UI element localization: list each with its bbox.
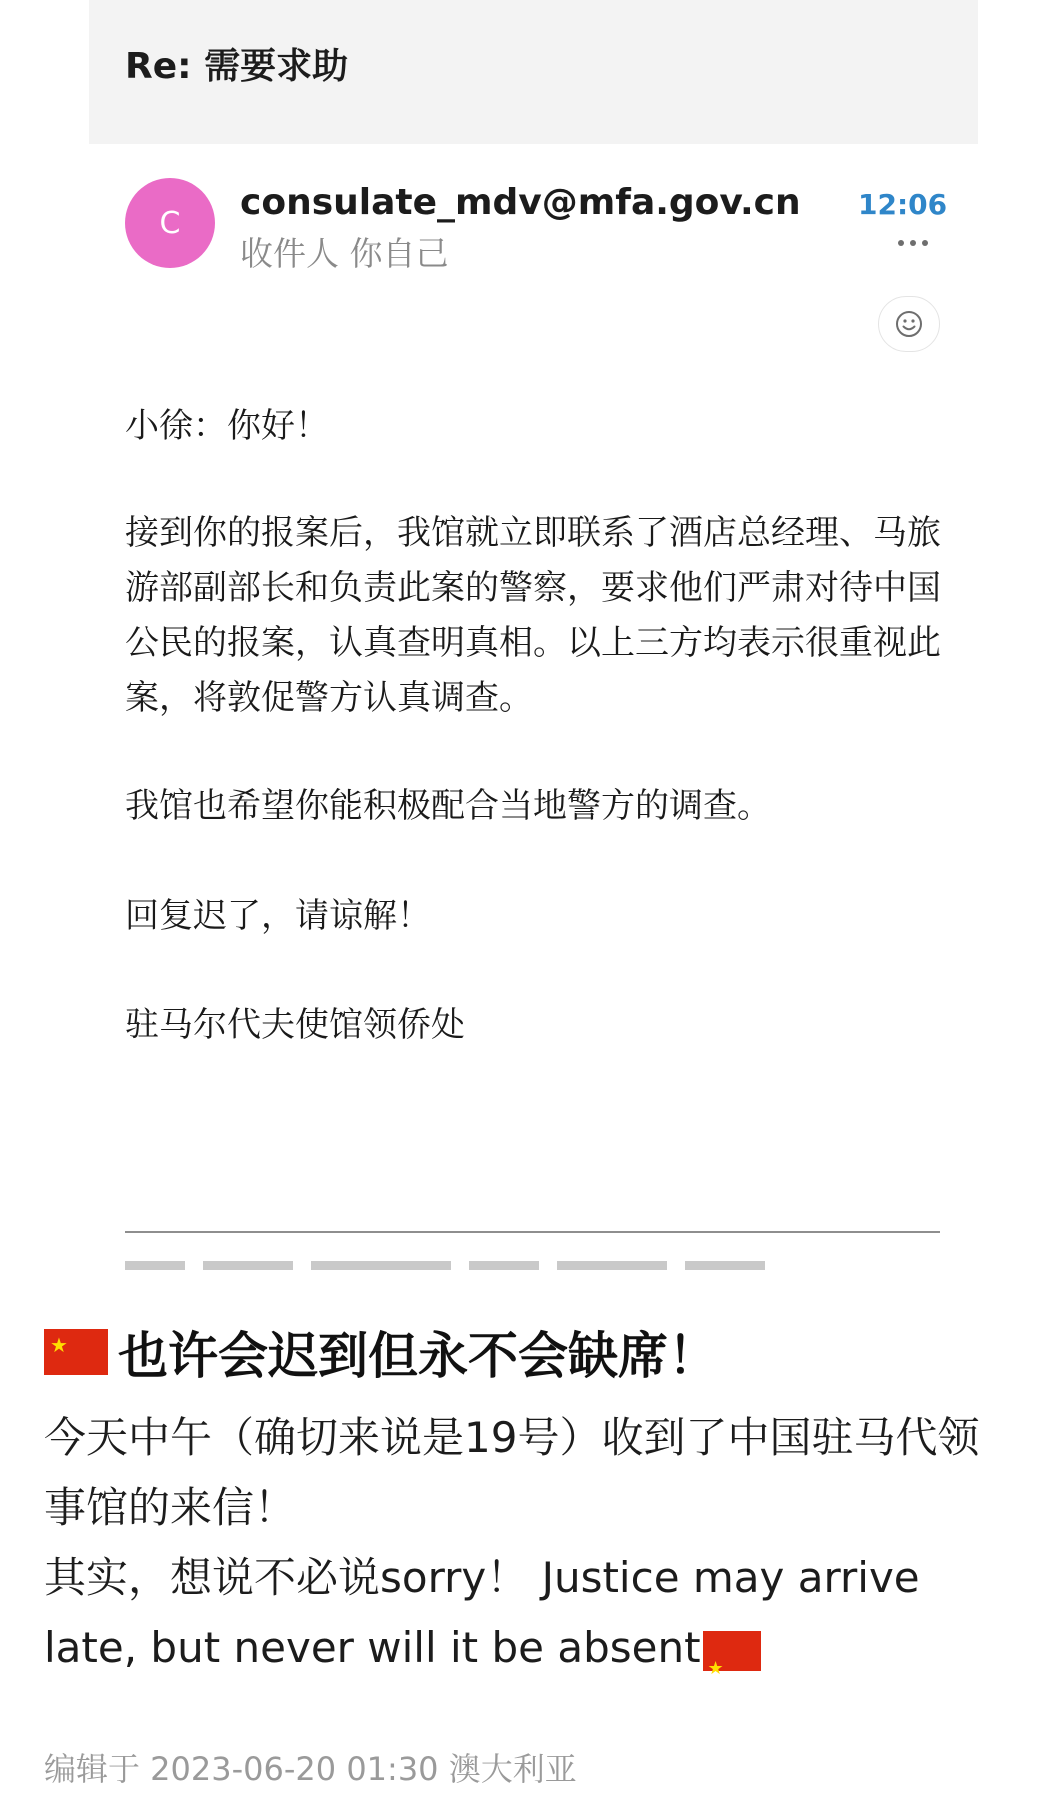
mail-subject-bar <box>89 0 978 144</box>
more-horizontal-icon[interactable] <box>898 240 928 246</box>
mail-time: 12:06 <box>858 188 948 221</box>
more-dot <box>922 240 928 246</box>
edit-timestamp: 编辑于 2023-06-20 01:30 澳大利亚 <box>44 1750 577 1788</box>
mail-subject: Re: 需要求助 <box>125 46 349 87</box>
mail-greeting: 小徐：你好！ <box>125 406 329 446</box>
mail-paragraph-main: 接到你的报案后，我馆就立即联系了酒店总经理、马旅游部副部长和负责此案的警察，要求他们严肃对待中国公民的报案，认真查明真相。以上三方均表示很重视此案，将敦促警方认真调查。 <box>125 513 941 718</box>
cropped-quoted-text <box>125 1258 945 1270</box>
avatar-letter: C <box>159 205 181 241</box>
mail-paragraph-cooperate: 我馆也希望你能积极配合当地警方的调查。 <box>125 786 771 826</box>
reaction-button[interactable] <box>878 296 940 352</box>
china-flag-icon <box>44 1329 108 1375</box>
post-line-1: 今天中午（确切来说是19号）收到了中国驻马代领事馆的来信！ <box>44 1413 980 1532</box>
recipient-line[interactable]: 收件人 你自己 <box>240 234 449 273</box>
post-title <box>44 1316 1004 1388</box>
post-line-2-text: 其实，想说不必说sorry！ Justice may arrive late, but never will it be absent <box>44 1553 920 1672</box>
mail-paragraph-apology: 回复迟了，请谅解！ <box>125 896 431 936</box>
china-flag-icon <box>703 1631 761 1671</box>
mail-signature: 驻马尔代夫使馆领侨处 <box>125 1005 465 1045</box>
post-title-text: 也许会迟到但永不会缺席！ <box>118 1327 718 1385</box>
sender-email[interactable]: consulate_mdv@mfa.gov.cn <box>240 182 801 223</box>
more-dot <box>910 240 916 246</box>
post-line-2 <box>44 1543 1004 1683</box>
quote-divider <box>125 1231 940 1233</box>
sender-avatar[interactable] <box>125 178 215 268</box>
post-body <box>44 1403 1004 1683</box>
more-dot <box>898 240 904 246</box>
smile-icon <box>894 309 924 339</box>
